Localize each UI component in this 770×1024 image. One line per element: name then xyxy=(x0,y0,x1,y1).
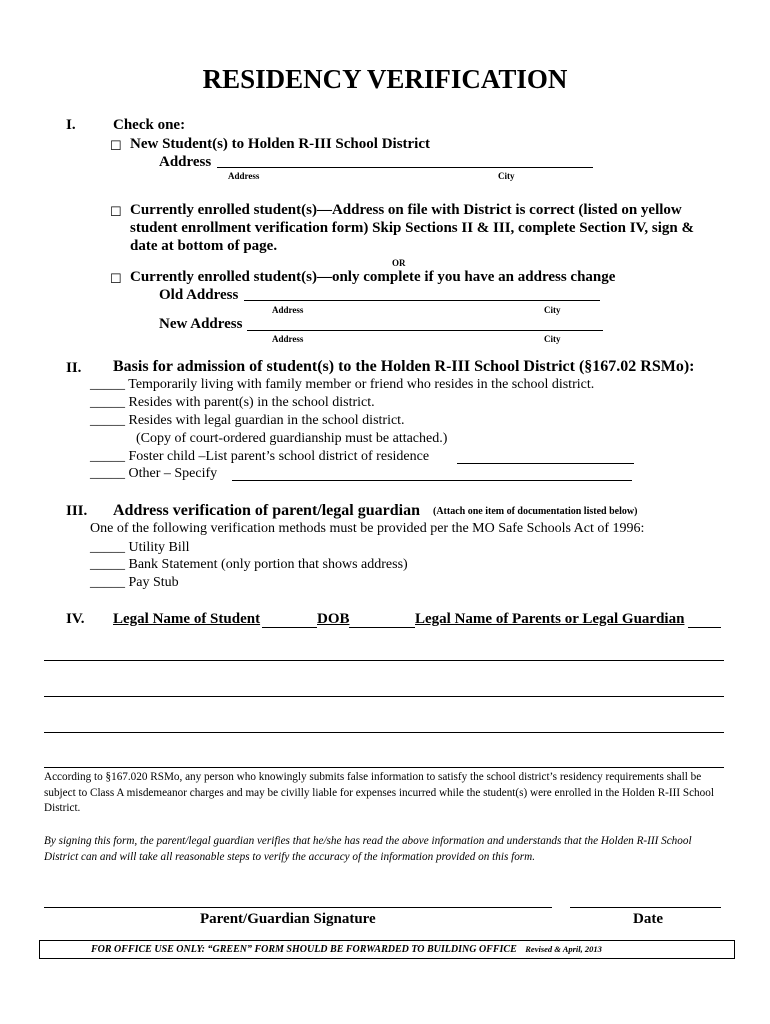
section-3-heading: Address verification of parent/legal guardian xyxy=(113,502,420,519)
foster-district-line[interactable] xyxy=(457,463,634,464)
verification-utility-bill[interactable]: _____ Utility Bill xyxy=(90,540,190,555)
basis-resides-with-guardian[interactable]: _____ Resides with legal guardian in the school district. xyxy=(90,413,405,428)
legal-notice: According to §167.020 RSMo, any person who knowingly submits false information to satisfy the school district’s residency requirements shall be subject to Class A misdemeanor charges and may be civilly liable for expenses incurred while the student(s) were enrolled in the Holden R-III School District. xyxy=(44,771,714,814)
section-1-heading: Check one: xyxy=(113,117,186,133)
section-2-heading: Basis for admission of student(s) to the Holden R-III School District (§167.02 RSMo): xyxy=(113,358,695,375)
verification-pay-stub[interactable]: _____ Pay Stub xyxy=(90,575,179,590)
header-underline-gap-3 xyxy=(688,627,721,628)
office-use-box xyxy=(39,940,735,959)
student-row-line[interactable] xyxy=(44,696,724,697)
option-current-correct-line1: Currently enrolled student(s)—Address on file with District is correct (listed on yellow xyxy=(130,202,682,218)
student-row-line[interactable] xyxy=(44,732,724,733)
basis-temporarily-living[interactable]: _____ Temporarily living with family member or friend who resides in the school district. xyxy=(90,377,595,392)
option-current-correct-line3: date at bottom of page. xyxy=(130,238,278,254)
checkbox-new-student[interactable]: ☐ xyxy=(110,138,122,153)
section-3-attach-note: (Attach one item of documentation listed below) xyxy=(433,506,638,517)
old-city-sublabel: City xyxy=(544,305,561,315)
col-dob: DOB xyxy=(317,611,350,627)
option-current-correct-line2: student enrollment verification form) Skip Sections II & III, complete Section IV, sign & xyxy=(130,220,695,236)
new-address-label: New Address xyxy=(159,316,243,332)
option-address-change: Currently enrolled student(s)—only complete if you have an address change xyxy=(130,269,616,285)
student-row-line[interactable] xyxy=(44,660,724,661)
or-separator: OR xyxy=(392,258,406,268)
old-address-sublabel: Address xyxy=(272,305,304,315)
old-address-line[interactable] xyxy=(244,300,600,301)
section-1-number: I. xyxy=(66,117,76,133)
header-underline-gap-1 xyxy=(262,627,317,628)
checkbox-address-change[interactable]: ☐ xyxy=(110,271,122,286)
office-use-text: FOR OFFICE USE ONLY: “GREEN” FORM SHOULD BE FORWARDED TO BUILDING OFFICE xyxy=(91,944,517,955)
address-line[interactable] xyxy=(217,167,593,168)
basis-foster-child[interactable]: _____ Foster child –List parent’s school district of residence xyxy=(90,449,430,464)
date-line[interactable] xyxy=(570,907,721,908)
new-address-line[interactable] xyxy=(247,330,603,331)
signature-line[interactable] xyxy=(44,907,552,908)
signature-label: Parent/Guardian Signature xyxy=(200,911,376,927)
col-student-name: Legal Name of Student xyxy=(113,611,261,627)
section-4-number: IV. xyxy=(66,611,85,627)
basis-other[interactable]: _____ Other – Specify xyxy=(90,466,218,481)
basis-guardianship-note: (Copy of court-ordered guardianship must be attached.) xyxy=(136,431,448,446)
basis-resides-with-parents[interactable]: _____ Resides with parent(s) in the school district. xyxy=(90,395,375,410)
verification-bank-statement[interactable]: _____ Bank Statement (only portion that shows address) xyxy=(90,557,408,572)
date-label: Date xyxy=(633,911,663,927)
signing-statement: By signing this form, the parent/legal guardian verifies that he/she has read the above information and understands that the Holden R-III School District can and will take all reasonable steps to verify the accuracy of the information provided on this form. xyxy=(44,835,692,863)
header-underline-gap-2 xyxy=(349,627,415,628)
new-city-sublabel: City xyxy=(544,334,561,344)
section-3-intro: One of the following verification methods must be provided per the MO Safe Schools Act of 1996: xyxy=(90,521,645,536)
revised-date: Revised & April, 2013 xyxy=(525,944,602,954)
section-3-number: III. xyxy=(66,503,88,519)
section-2-number: II. xyxy=(66,360,82,376)
address-sublabel: Address xyxy=(228,171,260,181)
old-address-label: Old Address xyxy=(159,287,239,303)
page-title: RESIDENCY VERIFICATION xyxy=(202,64,568,94)
student-row-line[interactable] xyxy=(44,767,724,768)
address-label: Address xyxy=(159,154,212,170)
new-address-sublabel: Address xyxy=(272,334,304,344)
checkbox-current-correct[interactable]: ☐ xyxy=(110,204,122,219)
col-parent-name: Legal Name of Parents or Legal Guardian xyxy=(415,611,685,627)
city-sublabel: City xyxy=(498,171,515,181)
option-new-student: New Student(s) to Holden R-III School District xyxy=(130,136,430,152)
other-specify-line[interactable] xyxy=(232,480,632,481)
